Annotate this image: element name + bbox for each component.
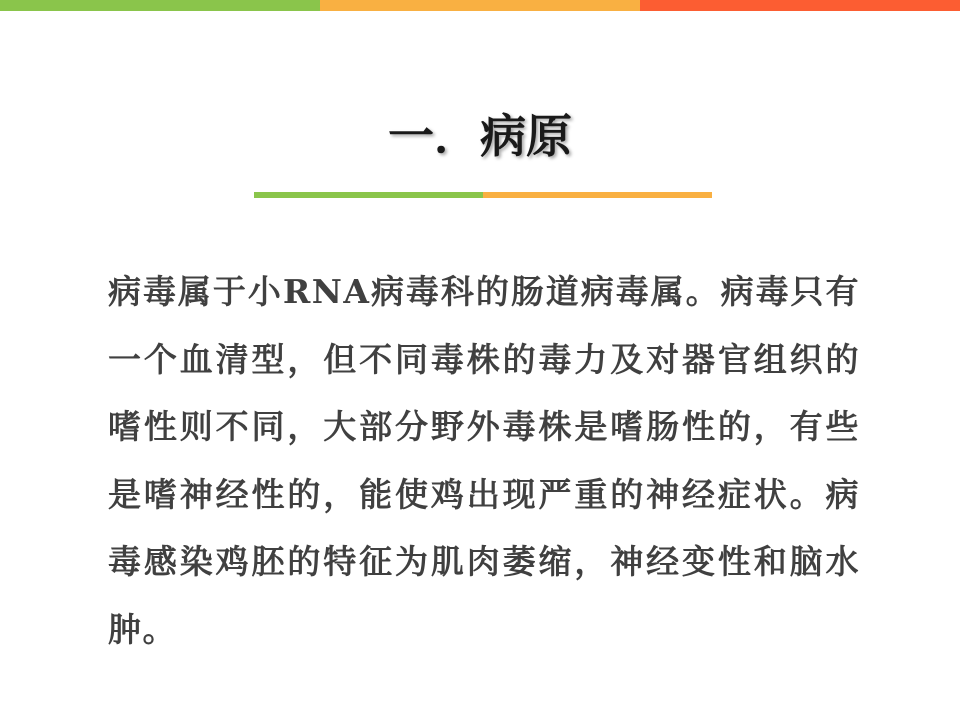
slide-title: 一．病原 [388,109,572,163]
title-underline-green [254,192,483,198]
top-bar-yellow-segment [320,0,640,11]
top-color-bar [0,0,960,11]
top-bar-green-segment [0,0,320,11]
title-underline-yellow [483,192,712,198]
title-underline [254,192,712,198]
body-paragraph: 病毒属于小RNA病毒科的肠道病毒属。病毒只有一个血清型，但不同毒株的毒力及对器官组织的嗜性则不同，大部分野外毒株是嗜肠性的，有些是嗜神经性的，能使鸡出现严重的神经症状。病毒感染鸡胚的特征为肌肉萎缩，神经变性和脑水肿。 [108,272,860,649]
top-bar-orange-segment [640,0,960,11]
